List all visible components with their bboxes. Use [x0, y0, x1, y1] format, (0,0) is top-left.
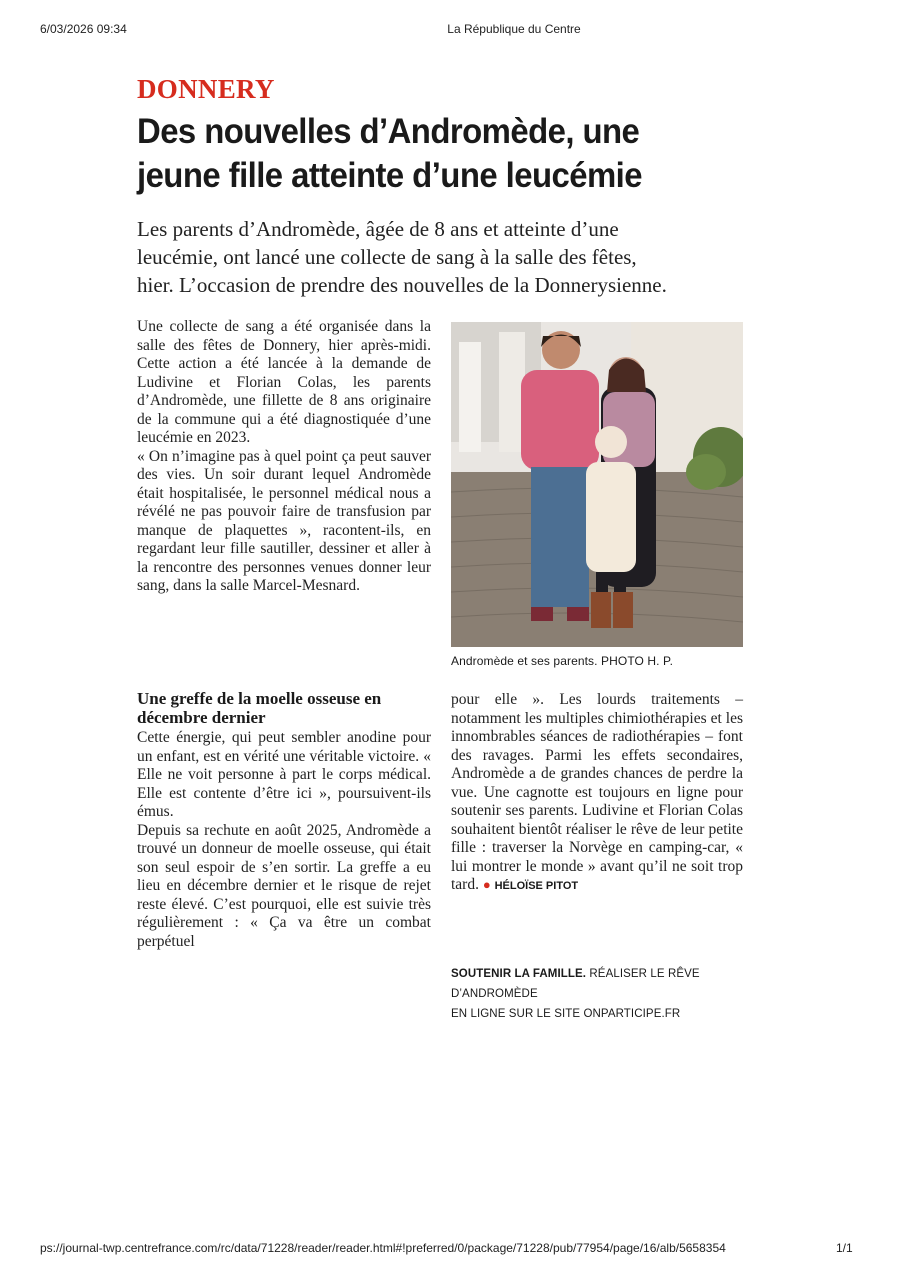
support-note-link: EN LIGNE SUR LE SITE ONPARTICIPE.FR — [451, 1008, 681, 1020]
author-signoff: HÉLOÏSE PITOT — [494, 880, 579, 892]
body-paragraph: « On n’imagine pas à quel point ça peut sauver des vies. Un soir durant lequel Andromède était hospitalisée, le personnel médical nous a révélé ne pas pouvoir faire de transfusion par manque de plaquettes », racontent-ils, en regardant leur fille sautiller, dessiner et aller à la rencontre des personnes venues donner leur sang, dans la salle Marcel-Mesnard. — [137, 447, 431, 594]
lead-line: Les parents d’Andromède, âgée de 8 ans et atteinte d’une — [137, 217, 619, 241]
body-paragraph: Une collecte de sang a été organisée dans la salle des fêtes de Donnery, hier après-midi. Cette action a été lancée à la demande de Ludivine et Florian Colas, les parents d’Andromède, une fillette de 8 ans originaire de la commune qui a été diagnostiquée d’une leucémie en 2023. — [137, 318, 431, 446]
body-column-left-top — [137, 318, 431, 596]
subheading: Une greffe de la moelle osseuse en décembre dernier — [137, 689, 382, 727]
section-label: DONNERY — [137, 74, 275, 104]
publication-name: La République du Centre — [447, 22, 581, 36]
body-paragraph: Cette énergie, qui peut sembler anodine pour un enfant, est en vérité une véritable victoire. « Elle ne voit personne à part le corps médical. Elle est contente d’être ici », poursuivent-ils émus. — [137, 729, 431, 820]
lead-paragraph — [137, 215, 749, 299]
body-column-right — [451, 691, 743, 896]
lead-line: leucémie, ont lancé une collecte de sang à la salle des fêtes, — [137, 245, 637, 269]
headline-line: jeune fille atteinte d’une leucémie — [137, 156, 642, 195]
body-column-left-bottom — [137, 729, 431, 951]
body-paragraph — [451, 691, 743, 896]
support-note-label: SOUTENIR LA FAMILLE. — [451, 968, 587, 980]
headline — [137, 110, 748, 198]
print-datetime: 6/03/2026 09:34 — [40, 22, 127, 36]
page-number: 1/1 — [836, 1241, 853, 1255]
bullet-dot-icon: ● — [482, 877, 491, 892]
body-paragraph: Depuis sa rechute en août 2025, Andromède a trouvé un donneur de moelle osseuse, qui était son seul espoir de s’en sortir. La greffe a eu lieu en décembre dernier et le risque de rejet reste élevé. C’est pourquoi, elle est suivie très régulièrement : « Ça va être un combat perpétuel — [137, 821, 431, 950]
article — [137, 74, 749, 299]
support-note — [451, 964, 751, 1024]
family-photo-illustration — [451, 322, 743, 647]
lead-line: hier. L’occasion de prendre des nouvelles de la Donnerysienne. — [137, 273, 667, 297]
print-url: ps://journal-twp.centrefrance.com/rc/data/71228/reader/reader.html#!preferred/0/package/71228/pub/77954/page/16/alb/5658354 — [40, 1241, 726, 1255]
support-note-text: RÉALISER LE RÊVE D’ANDROMÈDE — [451, 968, 700, 1000]
body-paragraph-text: pour elle ». Les lourds traitements – notamment les multiples chimiothérapies et les innombrables séances de radiothérapies – font des ravages. Parmi les effets secondaires, Andromède a de grandes chances de perdre la vue. Une cagnotte est toujours en ligne pour soutenir ses parents. Ludivine et Florian Colas souhaitent bientôt réaliser le rêve de leur petite fille : traverser la Norvège en camping-car, « lui montrer le monde » avant qu’il ne soit trop tard. — [451, 691, 743, 893]
headline-line: Des nouvelles d’Andromède, une — [137, 112, 640, 151]
photo-caption: Andromède et ses parents. PHOTO H. P. — [451, 654, 674, 668]
article-photo — [451, 322, 743, 647]
